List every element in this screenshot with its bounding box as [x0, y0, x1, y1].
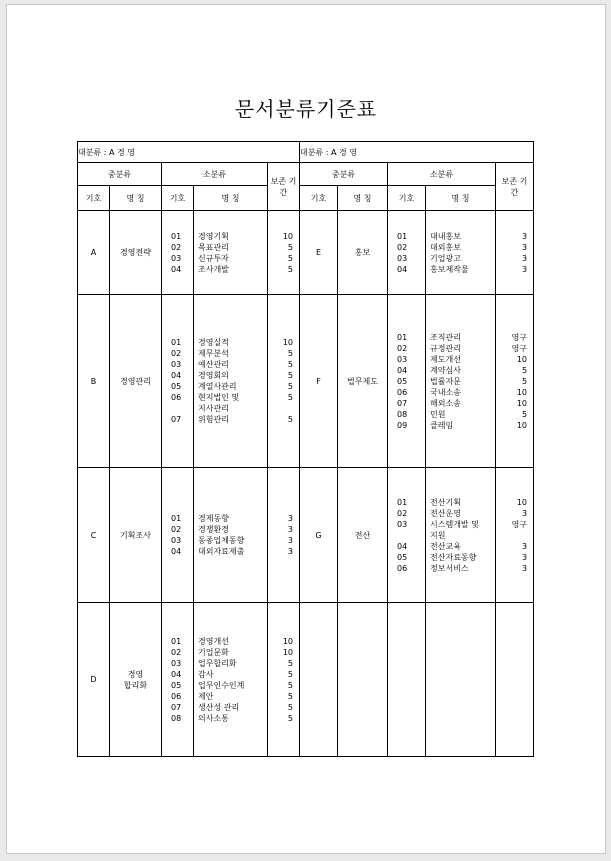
sub-name: 전산운영 — [430, 508, 461, 518]
sub-name: 시스템개발 및 — [430, 519, 479, 529]
retention-value: 5 — [287, 393, 294, 402]
retention-value: 3 — [521, 253, 528, 263]
sub-name: 해외소송 — [430, 398, 461, 408]
retention-value: 5 — [287, 371, 294, 380]
sub-code: 01 — [397, 231, 408, 241]
sub-code: 01 — [171, 231, 182, 241]
sub-code: 03 — [171, 658, 182, 668]
retention-years — [496, 211, 534, 295]
sub-code: 01 — [171, 514, 182, 523]
sub-name: 지원 — [430, 530, 446, 540]
retention-value: 3 — [287, 514, 294, 523]
mid-code: A — [78, 211, 110, 295]
sub-name: 현지법인 및 — [198, 393, 240, 402]
sub-code: 02 — [171, 242, 182, 252]
retention-value: 3 — [521, 541, 528, 551]
sub-names — [194, 295, 268, 468]
sub-name: 제무분석 — [198, 349, 229, 358]
mid-name: 경영관리 — [110, 295, 162, 468]
sub-code: 07 — [171, 702, 182, 712]
mid-code: B — [78, 295, 110, 468]
empty-cell — [338, 603, 388, 757]
retention-years — [268, 211, 300, 295]
sub-codes — [388, 295, 426, 468]
retention-value: 3 — [521, 242, 528, 252]
retention-value: 영구 — [511, 332, 528, 342]
sub-code: 01 — [397, 497, 408, 507]
sub-code: 05 — [171, 382, 182, 391]
retention-value: 5 — [521, 409, 528, 419]
left-major-category: 대분류 : A 경 영 — [78, 142, 300, 163]
retention-value: 5 — [521, 365, 528, 375]
sub-name: 클레임 — [430, 420, 454, 430]
sub-code: 03 — [397, 253, 408, 263]
table-row — [78, 468, 534, 603]
sub-name: 감사 — [198, 669, 214, 679]
mid-name: 기획조사 — [110, 468, 162, 603]
left-name-header: 명 칭 — [110, 186, 162, 211]
sub-code: 04 — [171, 371, 182, 380]
sub-name: 예산관리 — [198, 360, 229, 369]
sub-name: 제도개선 — [430, 354, 461, 364]
right-major-category: 대분류 : A 경 영 — [300, 142, 534, 163]
sub-name: 의사소통 — [198, 713, 229, 723]
retention-value: 3 — [521, 563, 528, 573]
sub-code: 04 — [171, 547, 182, 556]
mid-name: 홍보 — [338, 211, 388, 295]
table-row — [78, 295, 534, 468]
mid-name: 전산 — [338, 468, 388, 603]
left-subname-header: 명 칭 — [194, 186, 268, 211]
sub-name: 업무인수인계 — [198, 680, 245, 690]
sub-names — [194, 603, 268, 757]
empty-cell — [496, 603, 534, 757]
sub-names — [426, 211, 496, 295]
left-mid-header: 중분류 — [78, 163, 162, 186]
sub-code: 06 — [171, 393, 182, 402]
retention-value: 10 — [282, 647, 294, 657]
sub-name: 홍보제작물 — [430, 264, 469, 274]
left-subcode-header: 기호 — [162, 186, 194, 211]
sub-code — [162, 403, 193, 414]
sub-code: 07 — [397, 398, 408, 408]
retention-value: 5 — [287, 253, 294, 263]
mid-name: 법무제도 — [338, 295, 388, 468]
sub-codes — [162, 211, 194, 295]
empty-cell — [300, 603, 338, 757]
retention-value: 10 — [516, 387, 528, 397]
table-row — [78, 603, 534, 757]
sub-name: 계약심사 — [430, 365, 461, 375]
empty-cell — [388, 603, 426, 757]
sub-code: 06 — [397, 387, 408, 397]
sub-name: 경영기획 — [198, 231, 229, 241]
retention-value — [268, 403, 299, 414]
sub-code: 06 — [397, 563, 408, 573]
retention-value: 5 — [287, 264, 294, 274]
sub-code: 08 — [397, 409, 408, 419]
sub-name: 신규투자 — [198, 253, 229, 263]
retention-value: 영구 — [511, 519, 528, 529]
mid-name-line: 합리화 — [123, 680, 148, 690]
right-subcode-header: 기호 — [388, 186, 426, 211]
sub-code: 02 — [397, 343, 408, 353]
sub-names — [194, 468, 268, 603]
sub-name: 전산자료동향 — [430, 552, 477, 562]
classification-table — [77, 141, 534, 757]
left-sub-header: 소분류 — [162, 163, 268, 186]
sub-code: 03 — [171, 536, 182, 545]
sub-code: 03 — [171, 253, 182, 263]
retention-years — [496, 295, 534, 468]
sub-names — [426, 295, 496, 468]
retention-value: 3 — [521, 264, 528, 274]
document-page — [6, 4, 606, 854]
sub-name: 동종업체동향 — [198, 536, 245, 545]
sub-name: 전산기획 — [430, 497, 461, 507]
sub-name: 조직관리 — [430, 332, 461, 342]
retention-value: 10 — [282, 338, 294, 347]
sub-code: 04 — [171, 264, 182, 274]
sub-codes — [162, 603, 194, 757]
sub-code: 01 — [171, 338, 182, 347]
retention-value: 5 — [521, 376, 528, 386]
sub-name: 계열사관리 — [198, 382, 237, 391]
retention-value: 3 — [287, 525, 294, 534]
sub-name: 대외홍보 — [430, 242, 461, 252]
retention-value: 영구 — [511, 343, 528, 353]
sub-name: 전산교육 — [430, 541, 461, 551]
mid-code: E — [300, 211, 338, 295]
retention-value: 5 — [287, 713, 294, 723]
sub-code: 02 — [397, 508, 408, 518]
mid-name — [110, 603, 162, 757]
retention-value: 5 — [287, 658, 294, 668]
right-name-header: 명 칭 — [338, 186, 388, 211]
right-subname-header: 명 칭 — [426, 186, 496, 211]
sub-code: 01 — [397, 332, 408, 342]
retention-value: 10 — [282, 636, 294, 646]
sub-name: 기업문화 — [198, 647, 229, 657]
retention-value: 3 — [521, 508, 528, 518]
sub-name: 대내홍보 — [430, 231, 461, 241]
sub-name: 위험관리 — [198, 415, 229, 424]
sub-code: 05 — [397, 376, 408, 386]
sub-codes — [388, 468, 426, 603]
sub-name: 기업광고 — [430, 253, 461, 263]
retention-value: 5 — [287, 691, 294, 701]
retention-value: 10 — [516, 420, 528, 430]
sub-code — [388, 530, 425, 541]
document-title: 문서분류기준표 — [234, 97, 378, 121]
mid-name-line: 경영 — [127, 669, 144, 679]
sub-code: 02 — [171, 349, 182, 358]
mid-code: F — [300, 295, 338, 468]
sub-name: 생산성 관리 — [198, 702, 240, 712]
sub-name: 정보서비스 — [430, 563, 469, 573]
mid-name: 경영전략 — [110, 211, 162, 295]
retention-years — [496, 468, 534, 603]
sub-name: 업무합리화 — [198, 658, 237, 668]
sub-code: 04 — [397, 541, 408, 551]
left-retention-header: 보존 기간 — [268, 163, 300, 211]
left-code-header: 기호 — [78, 186, 110, 211]
sub-code: 04 — [397, 264, 408, 274]
sub-name: 경영회의 — [198, 371, 229, 380]
retention-value: 5 — [287, 349, 294, 358]
retention-value: 3 — [521, 552, 528, 562]
sub-name: 목표관리 — [198, 242, 229, 252]
sub-codes — [162, 295, 194, 468]
sub-name: 경영실적 — [198, 338, 229, 347]
sub-name: 국내소송 — [430, 387, 461, 397]
sub-code: 02 — [397, 242, 408, 252]
sub-names — [194, 211, 268, 295]
retention-years — [268, 468, 300, 603]
sub-name: 지사관리 — [198, 404, 229, 413]
sub-code: 04 — [171, 669, 182, 679]
sub-code: 06 — [171, 691, 182, 701]
retention-value: 5 — [287, 669, 294, 679]
table-row — [78, 211, 534, 295]
right-retention-header: 보존 기간 — [496, 163, 534, 211]
retention-value: 10 — [516, 354, 528, 364]
retention-value: 3 — [287, 547, 294, 556]
sub-code: 07 — [171, 415, 182, 424]
retention-value: 10 — [516, 398, 528, 408]
sub-name: 제안 — [198, 691, 214, 701]
sub-code: 09 — [397, 420, 408, 430]
sub-name: 조사개발 — [198, 264, 229, 274]
right-sub-header: 소분류 — [388, 163, 496, 186]
sub-names — [426, 468, 496, 603]
empty-cell — [426, 603, 496, 757]
retention-years — [268, 603, 300, 757]
sub-name: 경영개선 — [198, 636, 229, 646]
sub-code: 04 — [397, 365, 408, 375]
sub-code: 08 — [171, 713, 182, 723]
sub-name: 규정관리 — [430, 343, 461, 353]
retention-value — [496, 530, 533, 541]
retention-value: 5 — [287, 680, 294, 690]
right-mid-header: 중분류 — [300, 163, 388, 186]
sub-name: 대외자료제출 — [198, 547, 245, 556]
retention-years — [268, 295, 300, 468]
right-code-header: 기호 — [300, 186, 338, 211]
retention-value: 5 — [287, 382, 294, 391]
sub-code: 03 — [397, 354, 408, 364]
sub-name: 경쟁환경 — [198, 525, 229, 534]
retention-value: 10 — [516, 497, 528, 507]
sub-code: 03 — [171, 360, 182, 369]
retention-value: 5 — [287, 242, 294, 252]
retention-value: 3 — [287, 536, 294, 545]
sub-name: 법률자문 — [430, 376, 461, 386]
sub-code: 02 — [171, 647, 182, 657]
mid-code: G — [300, 468, 338, 603]
sub-name: 경제동향 — [198, 514, 229, 523]
sub-codes — [388, 211, 426, 295]
mid-code: D — [78, 603, 110, 757]
sub-name: 민원 — [430, 409, 446, 419]
sub-code: 05 — [397, 552, 408, 562]
sub-code: 05 — [171, 680, 182, 690]
retention-value: 3 — [521, 231, 528, 241]
sub-code: 01 — [171, 636, 182, 646]
retention-value: 5 — [287, 360, 294, 369]
sub-code: 03 — [397, 519, 408, 529]
retention-value: 10 — [282, 231, 294, 241]
retention-value: 5 — [287, 415, 294, 424]
retention-value: 5 — [287, 702, 294, 712]
sub-code: 02 — [171, 525, 182, 534]
sub-codes — [162, 468, 194, 603]
mid-code: C — [78, 468, 110, 603]
